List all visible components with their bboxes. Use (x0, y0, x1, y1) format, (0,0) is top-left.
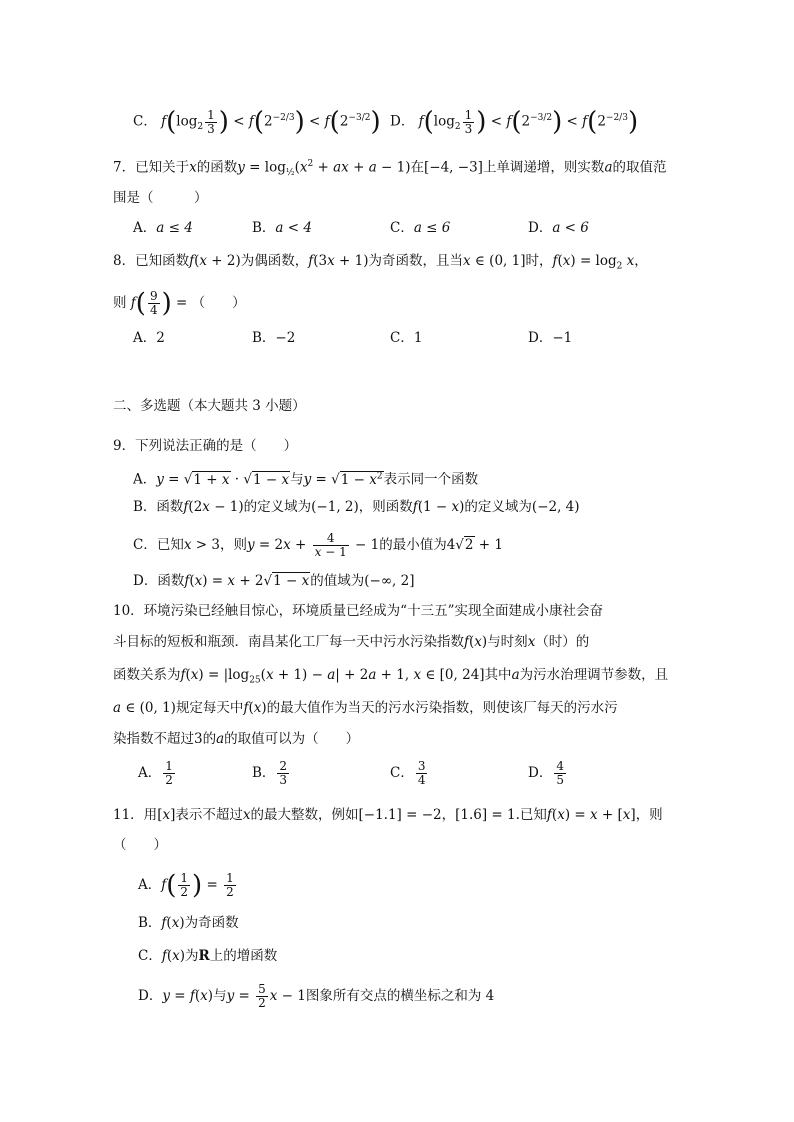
option-label: C． (133, 113, 157, 130)
q8-stem-cont: 则 f( $\frac{9}{4}$ ) = （ ） (113, 288, 246, 319)
q10-option-a[interactable]: A． $\frac{1}{2}$ (138, 759, 173, 787)
q9-stem: 9．下列说法正确的是（ ） (113, 438, 298, 454)
q10-line-1: 10．环境污染已经触目惊心，环境质量已经成为“十三五”实现全面建成小康社会奋 (113, 603, 603, 619)
q11-stem: 11．用[x]表示不超过x的最大整数，例如[−1.1] = −2，[1.6] = 1.已知f(x) = x + [x]，则 (113, 807, 663, 823)
q9-option-c[interactable]: C．已知x > 3，则y = 2x + $\frac{4}{x - 1}$ − 1的最小值为4√2 + 1 (133, 531, 503, 559)
q11-option-b[interactable]: B．f(x)为奇函数 (138, 915, 239, 931)
q7-option-c[interactable]: C．a ≤ 6 (390, 220, 451, 236)
q9-option-b[interactable]: B．函数f(2x − 1)的定义域为(−1, 2)，则函数f(1 − x)的定义域为(−2, 4) (133, 499, 580, 515)
q10-line-2: 斗目标的短板和瓶颈．南昌某化工厂每一天中污水污染指数f(x)与时刻x（时）的 (113, 634, 590, 650)
q9-option-d[interactable]: D．函数f(x) = x + 2√1 − x的值域为(−∞, 2] (133, 573, 415, 589)
q8-stem: 8．已知函数f(x + 2)为偶函数，f(3x + 1)为奇函数，且当x ∈ (0, 1]时，$f(x) = \log_2 x$， (113, 253, 648, 272)
section-title: 二、多选题（本大题共 3 小题） (113, 398, 306, 414)
q8-option-a[interactable]: A．2 (133, 330, 165, 346)
q9-option-a[interactable]: A．y = √1 + x · √1 − x与$y = √1 - x^2$表示同一个函数 (133, 471, 479, 488)
q10-option-c[interactable]: C． $\frac{3}{4}$ (390, 759, 426, 787)
q10-option-d[interactable]: D． $\frac{4}{5}$ (528, 759, 564, 787)
q6-option-d[interactable]: D． $f(\log_2$ $\frac{1}{3}$ ) < $f(2^{-3/2}) < f(2^{-2/3})$ (390, 107, 639, 137)
q6-option-c[interactable]: C． $f(\log_2$ $\frac{1}{3}$ ) < $f(2^{-2/3}) < f(2^{-3/2})$ (133, 107, 381, 137)
q8-option-c[interactable]: C．1 (390, 330, 423, 346)
q10-option-b[interactable]: B． $\frac{2}{3}$ (252, 759, 288, 787)
q8-option-b[interactable]: B．−2 (252, 330, 296, 346)
option-label: D． (390, 113, 415, 130)
q11-stem-cont: （ ） (113, 837, 167, 853)
q7-stem-cont: 围是（ ） (113, 190, 208, 206)
q7-option-d[interactable]: D．a < 6 (528, 220, 589, 236)
q11-option-a[interactable]: A．f( $\frac{1}{2}$ ) = $\frac{1}{2}$ (138, 870, 234, 901)
q11-option-d[interactable]: D．y = f(x)与y = $\frac{5}{2}$ x − 1图象所有交点的横坐标之和为 4 (138, 982, 495, 1010)
q7-option-b[interactable]: B．a < 4 (252, 220, 312, 236)
q7-option-a[interactable]: A．a ≤ 4 (133, 220, 193, 236)
q8-option-d[interactable]: D．−1 (528, 330, 573, 346)
q7-stem: 7．已知关于x的函数$y = \log_{\frac{1}{2}}(x^2$ + ax + a − 1)在[−4, −3]上单调递增，则实数a的取值范 (113, 159, 667, 179)
q10-line-3: 函数关系为$f(x) = |\log_{25}(x + 1) - a| + 2a + 1$, x ∈ [0, 24]其中a为污水治理调节参数，且 (113, 667, 669, 686)
q10-line-5: 染指数不超过3的a的取值可以为（ ） (113, 731, 360, 747)
q11-option-c[interactable]: C．f(x)为R上的增函数 (138, 948, 278, 964)
q10-line-4: a ∈ (0, 1)规定每天中f(x)的最大值作为当天的污水污染指数，则使该厂每天的污水污 (113, 700, 618, 716)
